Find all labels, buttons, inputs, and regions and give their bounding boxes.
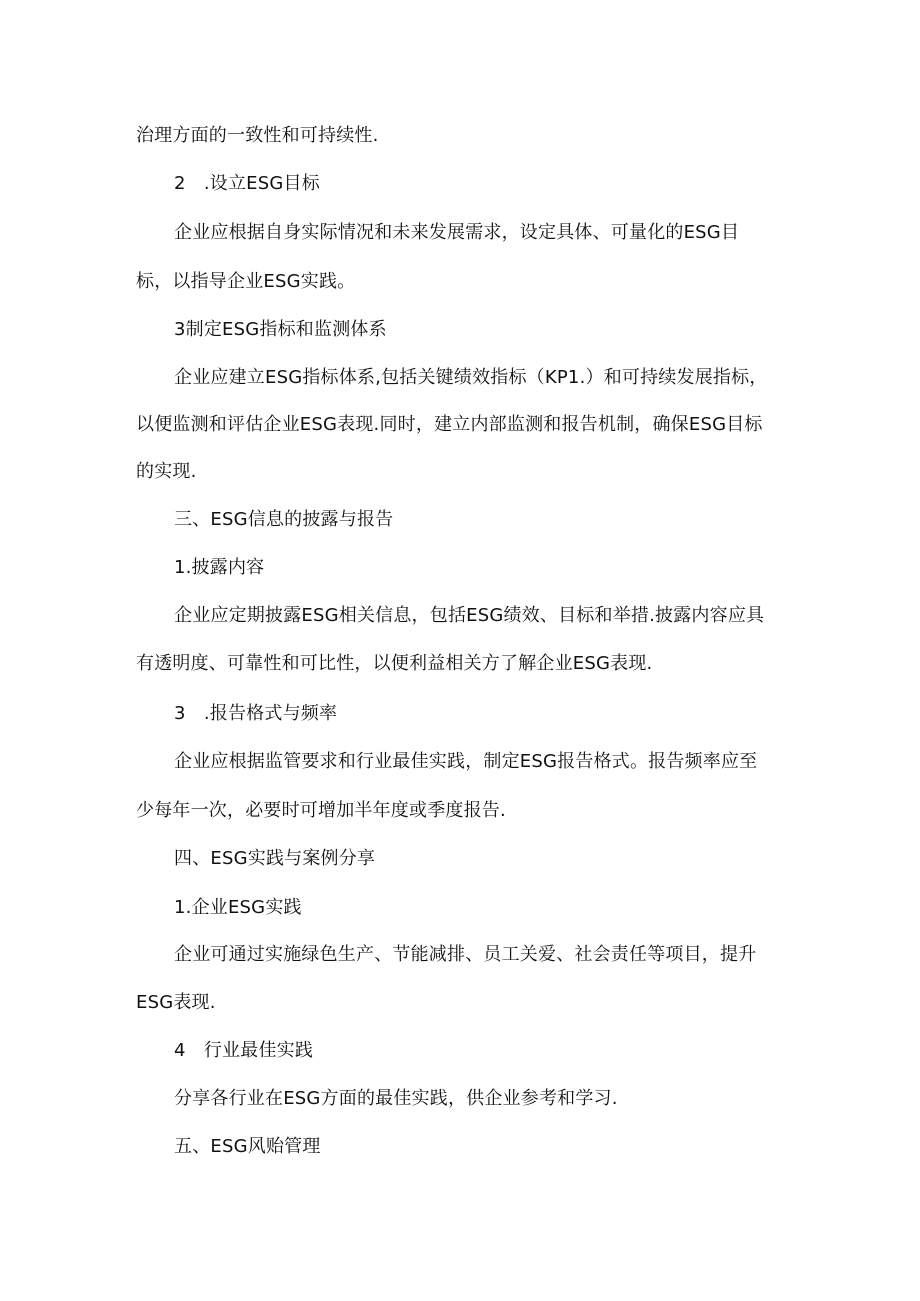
paragraph-line: 治理方面的一致性和可持续性. (136, 125, 379, 146)
section-heading-disclosure: 三、ESG信息的披露与报告 (174, 509, 394, 530)
paragraph-line: 企业应根据自身实际情况和未来发展需求，设定具体、可量化的ESG目 (174, 222, 740, 243)
subheading-best-practice: 4 行业最佳实践 (174, 1040, 314, 1061)
section-heading-practice: 四、ESG实践与案例分享 (174, 848, 376, 869)
paragraph-line: 企业应根据监管要求和行业最佳实践，制定ESG报告格式。报告频率应至 (174, 751, 758, 772)
subheading-report-format: 3 .报告格式与频率 (174, 703, 338, 724)
paragraph-line: 少每年一次，必要时可增加半年度或季度报告. (136, 800, 506, 821)
paragraph-line: 标，以指导企业ESG实践。 (136, 271, 356, 292)
subheading-disclosure-content: 1.披露内容 (174, 557, 265, 578)
paragraph-line: 企业应定期披露ESG相关信息，包括ESG绩效、目标和举措.披露内容应具 (174, 605, 765, 626)
paragraph-line: 企业应建立ESG指标体系,包括关键绩效指标（KP1.）和可持续发展指标， (174, 367, 768, 388)
section-heading-risk-management: 五、ESG风贻管理 (174, 1136, 321, 1157)
paragraph-line: 有透明度、可靠性和可比性，以便利益相关方了解企业ESG表现. (136, 653, 653, 674)
paragraph-line: 企业可通过实施绿色生产、节能减排、员工关爱、社会责任等项目，提升 (174, 944, 757, 965)
paragraph-line: 以便监测和评估企业ESG表现.同时，建立内部监测和报告机制，确保ESG目标 (136, 414, 763, 435)
subheading-set-esg-goals: 2 .设立ESG目标 (174, 173, 320, 194)
paragraph-line: 分享各行业在ESG方面的最佳实践，供企业参考和学习. (174, 1088, 618, 1109)
paragraph-line: ESG表现. (136, 992, 216, 1013)
paragraph-line: 的实现. (136, 461, 197, 482)
subheading-enterprise-practice: 1.企业ESG实践 (174, 897, 302, 918)
subheading-indicator-system: 3制定ESG指标和监测体系 (174, 319, 387, 340)
